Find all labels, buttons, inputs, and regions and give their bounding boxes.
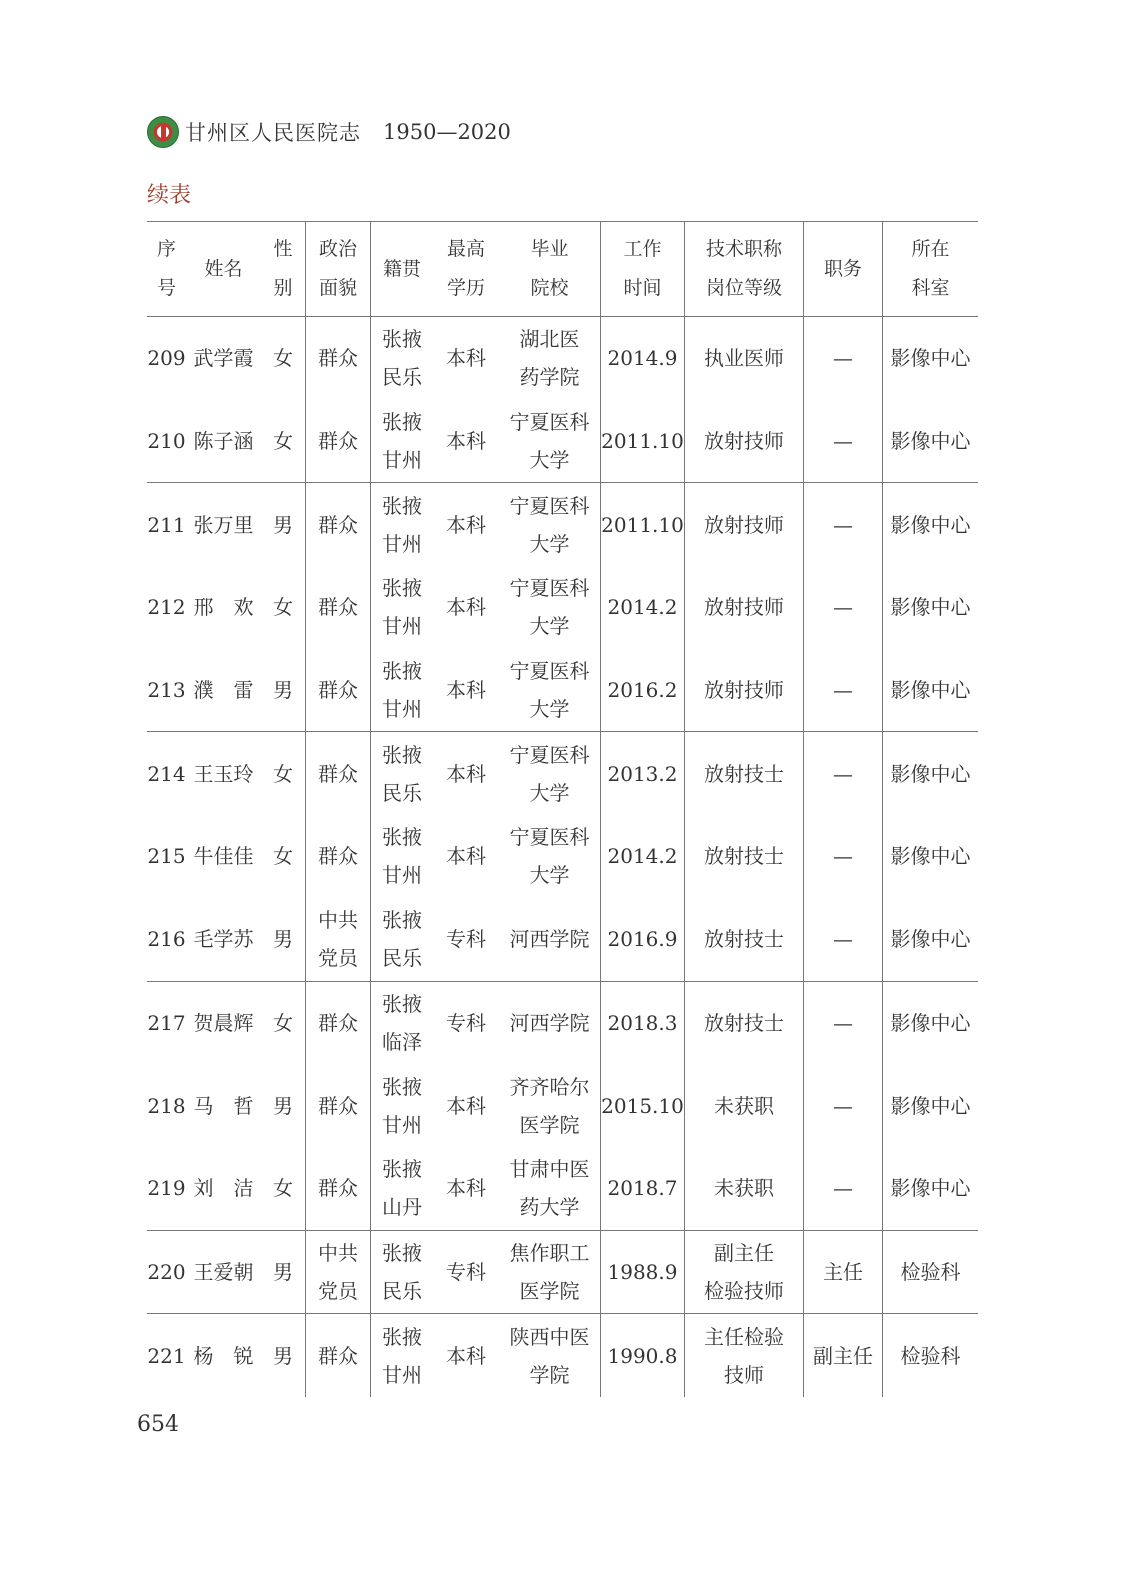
cell-seq: 220	[147, 1259, 186, 1284]
cell-line: 放射技士	[704, 844, 784, 869]
cell-native-place	[370, 1231, 433, 1314]
cell-school	[499, 566, 600, 649]
cell-line: 主任检验	[704, 1324, 784, 1349]
cell-line: 民乐	[382, 365, 422, 390]
cell-political	[305, 982, 370, 1065]
cell-work-time: 1988.9	[600, 1231, 684, 1314]
cell-position: —	[803, 898, 882, 981]
cell-title	[684, 483, 803, 566]
cell-line: 张掖	[382, 825, 422, 850]
cell-line: 放射技师	[704, 678, 784, 703]
cell-native-place	[370, 1147, 433, 1230]
cell-line: 药学院	[519, 365, 580, 390]
cell-line: 未获职	[714, 1093, 774, 1118]
cell-title	[684, 1064, 803, 1147]
cell-native-place	[370, 982, 433, 1065]
cell-education: 本科	[446, 512, 486, 537]
cell-line: 放射技师	[704, 595, 784, 620]
cell-line: 张掖	[382, 742, 422, 767]
cell-gender: 女	[273, 346, 293, 371]
cell-position: 副主任	[803, 1314, 882, 1397]
cell-name: 陈子涵	[193, 429, 254, 454]
column-header-line: 别	[273, 277, 293, 299]
cell-school	[499, 1314, 600, 1397]
cell-line: 大学	[529, 780, 570, 805]
column-header-line: 面貌	[318, 277, 357, 299]
cell-native-place	[370, 649, 433, 732]
cell-line: 张掖	[382, 1240, 422, 1265]
cell-work-time: 2013.2	[600, 732, 684, 815]
cell-education: 本科	[446, 1343, 486, 1368]
cell-work-time: 2014.2	[600, 815, 684, 898]
cell-line: 群众	[318, 844, 358, 869]
cell-line: 张掖	[382, 410, 422, 435]
cell-gender: 女	[273, 595, 293, 620]
table-row	[147, 400, 978, 483]
cell-title	[684, 649, 803, 732]
cell-position: —	[803, 1064, 882, 1147]
column-header-line: 号	[156, 277, 176, 299]
cell-line: 宁夏医科	[509, 659, 590, 684]
table-header-row	[147, 221, 978, 316]
cell-name: 贺晨辉	[193, 1010, 254, 1035]
cell-native-place	[370, 400, 433, 483]
cell-line: 张掖	[382, 991, 422, 1016]
cell-political	[305, 1314, 370, 1397]
cell-name: 张万里	[193, 512, 254, 537]
cell-native-place	[370, 1064, 433, 1147]
cell-gender: 男	[273, 678, 293, 703]
cell-line: 民乐	[382, 780, 422, 805]
cell-native-place	[370, 815, 433, 898]
cell-school	[499, 982, 600, 1065]
cell-title	[684, 982, 803, 1065]
table-row	[147, 316, 978, 400]
cell-position: —	[803, 982, 882, 1065]
column-header-title	[684, 222, 803, 316]
column-header-education	[433, 222, 499, 316]
cell-gender: 男	[273, 1259, 293, 1284]
cell-education: 专科	[446, 1010, 486, 1035]
cell-position: —	[803, 566, 882, 649]
cell-line: 放射技士	[704, 1010, 784, 1035]
cell-school	[499, 1231, 600, 1314]
cell-gender: 女	[273, 844, 293, 869]
cell-title	[684, 1314, 803, 1397]
cell-line: 放射技师	[704, 429, 784, 454]
cell-title	[684, 400, 803, 483]
column-header-gender	[261, 222, 305, 316]
cell-line: 党员	[318, 946, 358, 971]
cell-title	[684, 1147, 803, 1230]
cell-seq: 215	[147, 844, 186, 869]
cell-seq: 221	[147, 1343, 186, 1368]
cell-line: 甘州	[382, 697, 422, 722]
cell-line: 副主任	[714, 1240, 774, 1265]
table-row	[147, 1230, 978, 1314]
cell-line: 焦作职工	[509, 1240, 590, 1265]
table-row	[147, 566, 978, 649]
cell-name: 马 哲	[193, 1093, 254, 1118]
cell-school	[499, 483, 600, 566]
cell-work-time: 2016.2	[600, 649, 684, 732]
hospital-logo-icon	[147, 116, 179, 148]
cell-title	[684, 815, 803, 898]
cell-line: 甘州	[382, 531, 422, 556]
column-header-line: 性	[273, 238, 293, 260]
table-row	[147, 981, 978, 1065]
cell-position: —	[803, 317, 882, 400]
cell-line: 宁夏医科	[509, 742, 590, 767]
page-number: 654	[137, 1412, 179, 1437]
cell-line: 群众	[318, 1093, 358, 1118]
cell-line: 宁夏医科	[509, 576, 590, 601]
cell-line: 群众	[318, 1010, 358, 1035]
cell-education: 专科	[446, 927, 486, 952]
cell-line: 宁夏医科	[509, 493, 590, 518]
cell-line: 检验技师	[704, 1278, 784, 1303]
cell-line: 医学院	[519, 1112, 580, 1137]
cell-line: 张掖	[382, 1324, 422, 1349]
cell-line: 药大学	[519, 1195, 580, 1220]
cell-position: —	[803, 483, 882, 566]
cell-title	[684, 1231, 803, 1314]
cell-line: 大学	[529, 697, 570, 722]
cell-line: 临泽	[382, 1029, 422, 1054]
cell-native-place	[370, 898, 433, 981]
continued-table-label: 续表	[147, 183, 192, 208]
book-years: 1950—2020	[383, 120, 511, 144]
cell-education: 本科	[446, 678, 486, 703]
cell-school	[499, 898, 600, 981]
cell-position: —	[803, 400, 882, 483]
cell-education: 专科	[446, 1259, 486, 1284]
cell-political	[305, 1064, 370, 1147]
cell-work-time: 2018.3	[600, 982, 684, 1065]
cell-line: 学院	[529, 1362, 570, 1387]
cell-department: 影像中心	[882, 317, 978, 400]
cell-work-time: 1990.8	[600, 1314, 684, 1397]
cell-seq: 211	[147, 512, 186, 537]
cell-education: 本科	[446, 346, 486, 371]
cell-name: 邢 欢	[193, 595, 254, 620]
cell-line: 张掖	[382, 1157, 422, 1182]
cell-line: 民乐	[382, 946, 422, 971]
cell-native-place	[370, 483, 433, 566]
cell-gender: 女	[273, 1010, 293, 1035]
cell-seq: 210	[147, 429, 186, 454]
cell-political	[305, 566, 370, 649]
cell-name: 刘 洁	[193, 1176, 254, 1201]
cell-line: 甘州	[382, 1112, 422, 1137]
table-row	[147, 482, 978, 566]
cell-work-time: 2018.7	[600, 1147, 684, 1230]
cell-line: 河西学院	[509, 927, 590, 952]
cell-line: 大学	[529, 448, 570, 473]
cell-position: —	[803, 815, 882, 898]
column-header-line: 序	[156, 238, 176, 260]
cell-line: 民乐	[382, 1278, 422, 1303]
cell-gender: 女	[273, 761, 293, 786]
cell-seq: 213	[147, 678, 186, 703]
cell-line: 群众	[318, 346, 358, 371]
cell-education: 本科	[446, 429, 486, 454]
cell-department: 检验科	[882, 1314, 978, 1397]
cell-line: 张掖	[382, 1074, 422, 1099]
cell-gender: 男	[273, 1343, 293, 1368]
cell-line: 群众	[318, 512, 358, 537]
cell-line: 张掖	[382, 493, 422, 518]
cell-title	[684, 732, 803, 815]
cell-school	[499, 1064, 600, 1147]
cell-gender: 男	[273, 927, 293, 952]
table-row	[147, 898, 978, 981]
cell-position: —	[803, 732, 882, 815]
table-row	[147, 731, 978, 815]
column-header-line: 院校	[530, 277, 569, 299]
cell-political	[305, 898, 370, 981]
cell-education: 本科	[446, 844, 486, 869]
column-header-line: 所在	[911, 238, 950, 260]
cell-line: 齐齐哈尔	[509, 1074, 590, 1099]
cell-line: 甘肃中医	[509, 1157, 590, 1182]
cell-line: 群众	[318, 595, 358, 620]
cell-line: 大学	[529, 614, 570, 639]
column-header-line: 学历	[446, 277, 485, 299]
cell-seq: 217	[147, 1010, 186, 1035]
cell-line: 群众	[318, 678, 358, 703]
cell-work-time: 2011.10	[600, 483, 684, 566]
cell-seq: 212	[147, 595, 186, 620]
cell-political	[305, 649, 370, 732]
cell-education: 本科	[446, 595, 486, 620]
cell-line: 湖北医	[519, 327, 580, 352]
cell-department: 影像中心	[882, 566, 978, 649]
cell-position: —	[803, 649, 882, 732]
cell-gender: 女	[273, 429, 293, 454]
cell-line: 中共	[318, 1240, 358, 1265]
cell-name: 王玉玲	[193, 761, 254, 786]
column-header-school	[499, 222, 600, 316]
cell-department: 影像中心	[882, 1147, 978, 1230]
cell-department: 检验科	[882, 1231, 978, 1314]
cell-native-place	[370, 317, 433, 400]
cell-line: 群众	[318, 1176, 358, 1201]
cell-seq: 219	[147, 1176, 186, 1201]
cell-department: 影像中心	[882, 982, 978, 1065]
column-header-line: 最高	[446, 238, 485, 260]
cell-school	[499, 1147, 600, 1230]
cell-native-place	[370, 1314, 433, 1397]
column-header-line: 政治	[318, 238, 357, 260]
column-header-line: 时间	[623, 277, 662, 299]
cell-political	[305, 815, 370, 898]
column-header-political	[305, 222, 370, 316]
cell-department: 影像中心	[882, 898, 978, 981]
cell-position: 主任	[803, 1231, 882, 1314]
cell-line: 甘州	[382, 863, 422, 888]
cell-title	[684, 566, 803, 649]
cell-title	[684, 317, 803, 400]
cell-work-time: 2016.9	[600, 898, 684, 981]
cell-seq: 214	[147, 761, 186, 786]
table-row	[147, 815, 978, 898]
cell-title	[684, 898, 803, 981]
cell-line: 放射技士	[704, 761, 784, 786]
cell-seq: 209	[147, 346, 186, 371]
cell-education: 本科	[446, 761, 486, 786]
cell-line: 张掖	[382, 659, 422, 684]
cell-political	[305, 400, 370, 483]
column-header-line: 工作	[623, 238, 662, 260]
column-header-seq	[147, 222, 186, 316]
table-row	[147, 1147, 978, 1230]
cell-line: 执业医师	[704, 346, 784, 371]
cell-line: 张掖	[382, 327, 422, 352]
cell-gender: 男	[273, 1093, 293, 1118]
cell-political	[305, 1147, 370, 1230]
cell-line: 群众	[318, 761, 358, 786]
cell-school	[499, 649, 600, 732]
cell-line: 山丹	[382, 1195, 422, 1220]
cell-department: 影像中心	[882, 649, 978, 732]
table-row	[147, 1064, 978, 1147]
cell-department: 影像中心	[882, 732, 978, 815]
column-header-line: 毕业	[530, 238, 569, 260]
cell-work-time: 2014.9	[600, 317, 684, 400]
cell-education: 本科	[446, 1093, 486, 1118]
cell-political	[305, 732, 370, 815]
cell-political	[305, 317, 370, 400]
cell-work-time: 2015.10	[600, 1064, 684, 1147]
column-header-line: 科室	[911, 277, 950, 299]
cell-line: 甘州	[382, 448, 422, 473]
cell-line: 党员	[318, 1278, 358, 1303]
cell-political	[305, 1231, 370, 1314]
cell-line: 陕西中医	[509, 1324, 590, 1349]
cell-name: 杨 锐	[193, 1343, 254, 1368]
cell-line: 技师	[724, 1362, 764, 1387]
book-title: 甘州区人民医院志	[185, 121, 361, 145]
cell-line: 中共	[318, 908, 358, 933]
cell-line: 河西学院	[509, 1010, 590, 1035]
column-header-line: 岗位等级	[705, 277, 782, 299]
cell-native-place	[370, 566, 433, 649]
column-header-work-time	[600, 222, 684, 316]
column-header-department	[882, 222, 978, 316]
cell-school	[499, 815, 600, 898]
staff-table	[147, 221, 978, 1397]
column-header-position: 职务	[803, 222, 882, 316]
cell-line: 群众	[318, 1343, 358, 1368]
cell-line: 甘州	[382, 1362, 422, 1387]
cell-line: 未获职	[714, 1176, 774, 1201]
column-header-name: 姓名	[204, 257, 243, 280]
cell-line: 张掖	[382, 576, 422, 601]
column-header-native-place: 籍贯	[370, 222, 433, 316]
cell-seq: 216	[147, 927, 186, 952]
cell-line: 大学	[529, 863, 570, 888]
cell-name: 武学霞	[193, 346, 254, 371]
cell-line: 宁夏医科	[509, 825, 590, 850]
cell-native-place	[370, 732, 433, 815]
cell-seq: 218	[147, 1093, 186, 1118]
cell-line: 大学	[529, 531, 570, 556]
running-header	[147, 112, 511, 152]
cell-department: 影像中心	[882, 815, 978, 898]
cell-department: 影像中心	[882, 483, 978, 566]
cell-line: 张掖	[382, 908, 422, 933]
cell-position: —	[803, 1147, 882, 1230]
cell-school	[499, 732, 600, 815]
cell-line: 甘州	[382, 614, 422, 639]
cell-department: 影像中心	[882, 400, 978, 483]
cell-line: 宁夏医科	[509, 410, 590, 435]
cell-line: 群众	[318, 429, 358, 454]
table-row	[147, 1313, 978, 1397]
cell-gender: 男	[273, 512, 293, 537]
cell-political	[305, 483, 370, 566]
cell-name: 牛佳佳	[193, 844, 254, 869]
cell-department: 影像中心	[882, 1064, 978, 1147]
cell-name: 毛学苏	[193, 927, 254, 952]
cell-line: 医学院	[519, 1278, 580, 1303]
cell-education: 本科	[446, 1176, 486, 1201]
column-header-line: 技术职称	[705, 238, 782, 260]
cell-work-time: 2014.2	[600, 566, 684, 649]
cell-line: 放射技师	[704, 512, 784, 537]
cell-school	[499, 400, 600, 483]
table-row	[147, 649, 978, 732]
cell-name: 王爱朝	[193, 1259, 254, 1284]
cell-name: 濮 雷	[193, 678, 254, 703]
cell-line: 放射技士	[704, 927, 784, 952]
cell-school	[499, 317, 600, 400]
cell-gender: 女	[273, 1176, 293, 1201]
cell-work-time: 2011.10	[600, 400, 684, 483]
